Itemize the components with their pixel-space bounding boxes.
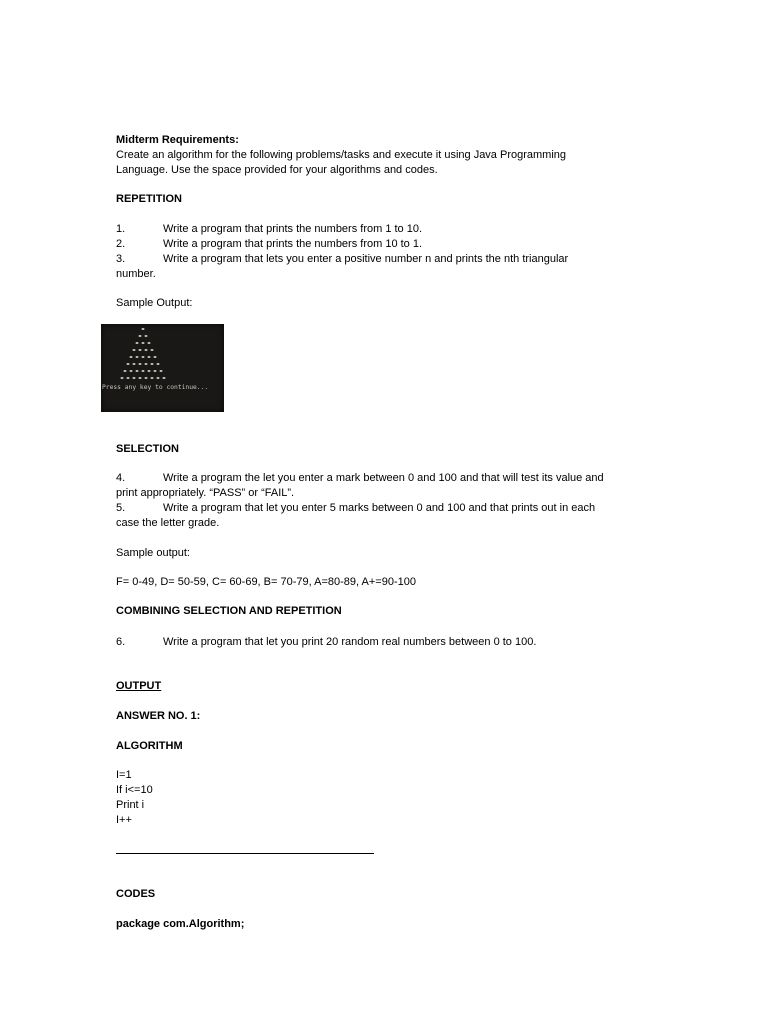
console-dot bbox=[160, 370, 163, 372]
console-dot bbox=[148, 356, 151, 358]
console-dot bbox=[139, 335, 142, 337]
item-2-number: 2. bbox=[116, 238, 126, 250]
console-dot bbox=[130, 356, 133, 358]
console-dot bbox=[157, 377, 160, 379]
console-dot bbox=[151, 377, 154, 379]
grade-ranges: F= 0-49, D= 50-59, C= 60-69, B= 70-79, A=80-89, A+=90-100 bbox=[116, 576, 416, 588]
console-dot bbox=[154, 370, 157, 372]
item-4-number: 4. bbox=[116, 472, 126, 484]
item-1-number: 1. bbox=[116, 223, 126, 235]
console-dot bbox=[133, 363, 136, 365]
item-2-text: Write a program that prints the numbers from 10 to 1. bbox=[163, 238, 423, 250]
item-6-number: 6. bbox=[116, 636, 126, 648]
selection-sample-label: Sample output: bbox=[116, 547, 190, 559]
item-3-number: 3. bbox=[116, 253, 126, 265]
algorithm-line-2: If i<=10 bbox=[116, 784, 153, 796]
combining-heading: COMBINING SELECTION AND REPETITION bbox=[116, 605, 342, 617]
answer-heading: ANSWER NO. 1: bbox=[116, 710, 201, 722]
algorithm-heading: ALGORITHM bbox=[116, 740, 183, 752]
console-dot bbox=[130, 370, 133, 372]
console-dot bbox=[139, 349, 142, 351]
console-dot bbox=[142, 370, 145, 372]
item-5-continuation: case the letter grade. bbox=[116, 517, 220, 529]
algorithm-line-1: I=1 bbox=[116, 769, 132, 781]
intro-line-1: Create an algorithm for the following problems/tasks and execute it using Java Programming bbox=[116, 149, 567, 161]
intro-line-2: Language. Use the space provided for your algorithms and codes. bbox=[116, 164, 438, 176]
console-dot bbox=[127, 363, 130, 365]
repetition-sample-label: Sample Output: bbox=[116, 297, 193, 309]
algorithm-line-4: I++ bbox=[116, 814, 132, 826]
console-dot bbox=[142, 342, 145, 344]
console-dot bbox=[148, 370, 151, 372]
item-5-text: Write a program that let you enter 5 marks between 0 and 100 and that prints out in each bbox=[163, 502, 596, 514]
console-dot bbox=[139, 377, 142, 379]
console-dot bbox=[139, 363, 142, 365]
output-heading: OUTPUT bbox=[116, 680, 162, 692]
console-dot bbox=[136, 356, 139, 358]
page-title: Midterm Requirements: bbox=[116, 134, 239, 146]
console-dot bbox=[136, 342, 139, 344]
console-dot bbox=[145, 335, 148, 337]
console-dot bbox=[145, 377, 148, 379]
console-dot bbox=[145, 349, 148, 351]
console-continue-text: Press any key to continue... bbox=[102, 384, 209, 391]
console-dot bbox=[142, 328, 145, 330]
console-dot bbox=[133, 377, 136, 379]
console-dot bbox=[142, 356, 145, 358]
console-dot bbox=[133, 349, 136, 351]
console-dot bbox=[145, 363, 148, 365]
item-3-continuation: number. bbox=[116, 268, 156, 280]
repetition-heading: REPETITION bbox=[116, 193, 183, 205]
console-dot bbox=[154, 356, 157, 358]
triangle-pattern-graphic bbox=[101, 324, 224, 412]
console-dot bbox=[157, 363, 160, 365]
console-dot bbox=[124, 370, 127, 372]
separator-line bbox=[116, 853, 374, 854]
console-dot bbox=[163, 377, 166, 379]
item-3-text: Write a program that lets you enter a positive number n and prints the nth triangular bbox=[163, 253, 569, 265]
console-dot bbox=[121, 377, 124, 379]
console-dot bbox=[148, 342, 151, 344]
console-dot bbox=[151, 349, 154, 351]
algorithm-line-3: Print i bbox=[116, 799, 145, 811]
item-1-text: Write a program that prints the numbers from 1 to 10. bbox=[163, 223, 423, 235]
item-6-text: Write a program that let you print 20 random real numbers between 0 to 100. bbox=[163, 636, 537, 648]
package-line: package com.Algorithm; bbox=[116, 918, 245, 930]
console-dot bbox=[151, 363, 154, 365]
selection-heading: SELECTION bbox=[116, 443, 179, 455]
item-4-continuation: print appropriately. “PASS” or “FAIL”. bbox=[116, 487, 295, 499]
codes-heading: CODES bbox=[116, 888, 156, 900]
console-dot bbox=[136, 370, 139, 372]
item-5-number: 5. bbox=[116, 502, 126, 514]
item-4-text: Write a program the let you enter a mark between 0 and 100 and that will test its value and bbox=[163, 472, 604, 484]
console-dot bbox=[127, 377, 130, 379]
sample-output-console-image bbox=[101, 324, 224, 412]
